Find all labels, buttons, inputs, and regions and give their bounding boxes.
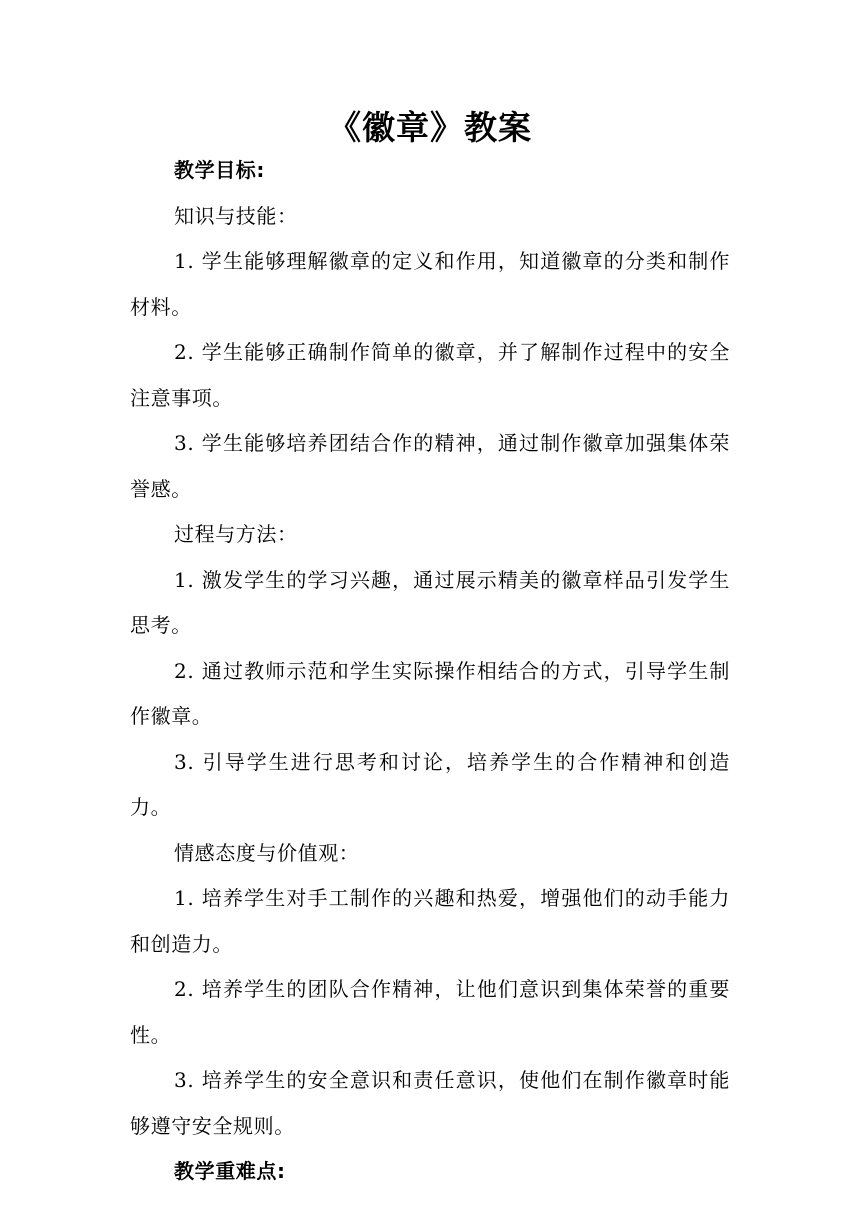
section-heading-teaching-objectives: 教学目标:: [174, 158, 265, 182]
section-heading-key-difficulties: 教学重难点:: [174, 1159, 286, 1183]
document-body: [130, 148, 730, 1195]
list-item: 2. 通过教师示范和学生实际操作相结合的方式，引导学生制作徽章。: [130, 658, 730, 728]
list-item: 1. 培养学生对手工制作的兴趣和热爱，增强他们的动手能力和创造力。: [130, 886, 730, 956]
subheading-emotions-values: 情感态度与价值观：: [174, 840, 360, 865]
list-item: 3. 培养学生的安全意识和责任意识，使他们在制作徽章时能够遵守安全规则。: [130, 1068, 730, 1138]
list-item: 1. 学生能够理解徽章的定义和作用，知道徽章的分类和制作材料。: [130, 249, 730, 319]
list-item: 2. 学生能够正确制作简单的徽章，并了解制作过程中的安全注意事项。: [130, 340, 730, 410]
list-item: 3. 引导学生进行思考和讨论，培养学生的合作精神和创造力。: [130, 749, 730, 819]
list-item: 2. 培养学生的团队合作精神，让他们意识到集体荣誉的重要性。: [130, 977, 730, 1047]
list-item: 3. 学生能够培养团结合作的精神，通过制作徽章加强集体荣誉感。: [130, 431, 730, 501]
list-item: 1. 激发学生的学习兴趣，通过展示精美的徽章样品引发学生思考。: [130, 567, 730, 637]
document-title: 《徽章》教案: [328, 108, 532, 147]
subheading-knowledge-skills: 知识与技能：: [174, 203, 298, 228]
subheading-process-methods: 过程与方法：: [174, 522, 298, 546]
